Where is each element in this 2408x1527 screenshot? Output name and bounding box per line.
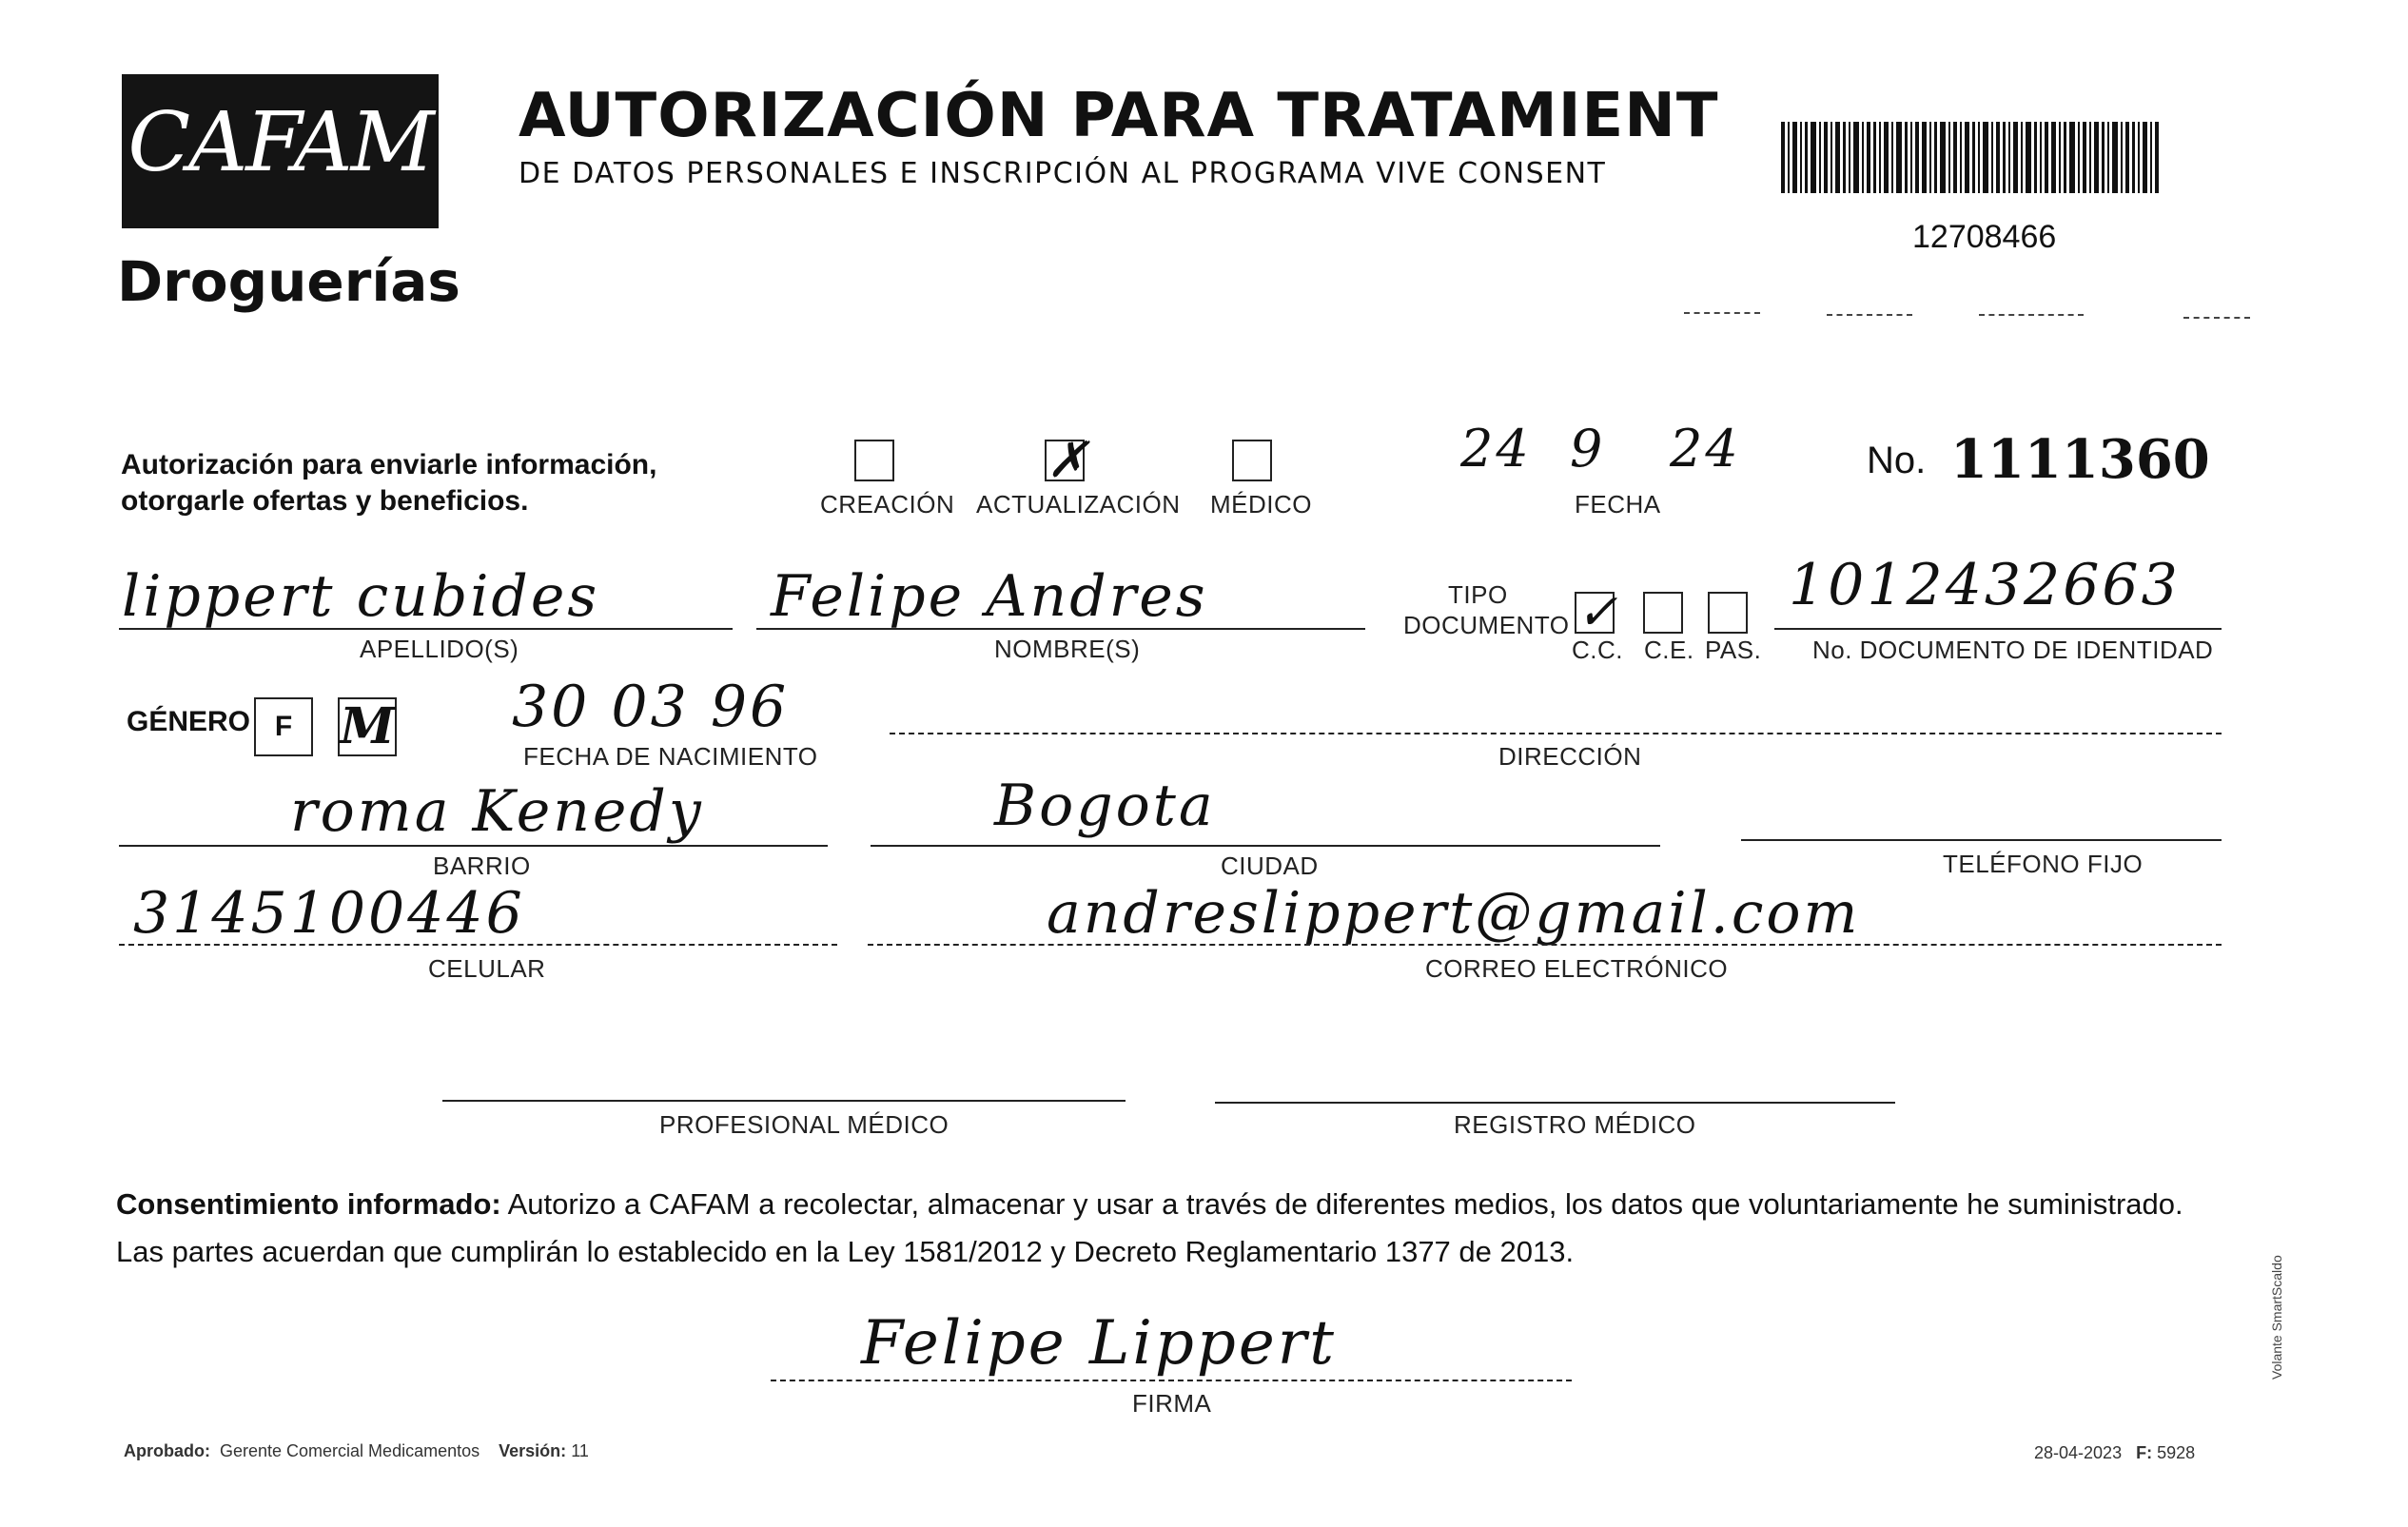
apellidos-value[interactable]: lippert cubides xyxy=(122,563,600,630)
aprobado-label: Aprobado: xyxy=(124,1441,210,1460)
genero-label: GÉNERO xyxy=(127,706,251,737)
actualizacion-checkbox[interactable]: ✗ xyxy=(1047,432,1088,489)
footer-date-value: 28-04-2023 xyxy=(2034,1443,2123,1462)
barcode-number: 12708466 xyxy=(1912,219,2057,255)
consent-paragraph xyxy=(116,1187,2183,1222)
ce-label: C.E. xyxy=(1644,636,1694,664)
signature-label: FIRMA xyxy=(1132,1389,1212,1418)
documento-label: DOCUMENTO xyxy=(1403,611,1570,639)
telefono-line xyxy=(1741,839,2222,841)
footer-aprobado xyxy=(124,1441,589,1461)
signature-value[interactable]: Felipe Lippert xyxy=(861,1308,1337,1379)
celular-value[interactable]: 3145100446 xyxy=(133,880,525,947)
cc-checkbox[interactable]: ✓ xyxy=(1576,584,1618,641)
correo-line xyxy=(868,944,2222,946)
telefono-label: TELÉFONO FIJO xyxy=(1943,850,2144,878)
pas-checkbox[interactable] xyxy=(1708,592,1748,634)
fecha-day[interactable]: 24 xyxy=(1460,419,1532,479)
creacion-checkbox[interactable] xyxy=(854,440,894,481)
fecha-label: FECHA xyxy=(1575,490,1661,519)
barcode-icon xyxy=(1781,122,2162,193)
celular-label: CELULAR xyxy=(428,954,546,983)
version-value: 11 xyxy=(571,1441,589,1460)
ciudad-value[interactable]: Bogota xyxy=(994,773,1216,839)
divider xyxy=(2183,317,2250,319)
brand-name: Droguerías xyxy=(117,249,460,314)
consent-text: Autorizo a CAFAM a recolectar, almacenar y usar a través de diferentes medios, los datos que voluntariamente he suministrado. xyxy=(500,1187,2183,1221)
version-label: Versión: xyxy=(499,1441,567,1460)
direccion-label: DIRECCIÓN xyxy=(1498,742,1642,771)
footer-date xyxy=(2034,1443,2195,1463)
doc-number-line xyxy=(1774,628,2222,630)
form-subtitle: DE DATOS PERSONALES E INSCRIPCIÓN AL PROGRAMA VIVE CONSENT xyxy=(519,157,1607,190)
authorization-text: otorgarle ofertas y beneficios. xyxy=(121,485,529,517)
creacion-label: CREACIÓN xyxy=(820,490,955,519)
signature-line xyxy=(771,1380,1572,1381)
no-label: No. xyxy=(1867,440,1927,481)
tipo-label: TIPO xyxy=(1448,580,1508,609)
registro-label: REGISTRO MÉDICO xyxy=(1454,1110,1696,1139)
medico-label: MÉDICO xyxy=(1210,490,1312,519)
consent-bold: Consentimiento informado: xyxy=(116,1187,501,1221)
pas-label: PAS. xyxy=(1705,636,1762,664)
nombres-value[interactable]: Felipe Andres xyxy=(771,563,1208,630)
divider xyxy=(1979,314,2084,316)
direccion-line xyxy=(890,733,2222,734)
form-number: 1111360 xyxy=(1950,428,2210,491)
aprobado-value: Gerente Comercial Medicamentos xyxy=(220,1441,480,1460)
form-title: AUTORIZACIÓN PARA TRATAMIENT xyxy=(519,81,1719,151)
nombres-line xyxy=(756,628,1365,630)
ce-checkbox[interactable] xyxy=(1643,592,1683,634)
side-text: Volante SmartScaldo xyxy=(2269,1255,2284,1380)
celular-line xyxy=(119,944,837,946)
nombres-label: NOMBRE(S) xyxy=(994,635,1141,663)
correo-value[interactable]: andreslippert@gmail.com xyxy=(1047,880,1861,947)
registro-line xyxy=(1215,1102,1895,1104)
fecha-month[interactable]: 9 xyxy=(1570,419,1606,479)
ciudad-line xyxy=(871,845,1660,847)
genero-f-box[interactable]: F xyxy=(254,697,313,756)
cafam-logo xyxy=(122,74,439,228)
doc-number-label: No. DOCUMENTO DE IDENTIDAD xyxy=(1812,636,2214,664)
apellidos-label: APELLIDO(S) xyxy=(360,635,519,663)
fecha-year[interactable]: 24 xyxy=(1670,419,1741,479)
actualizacion-label: ACTUALIZACIÓN xyxy=(976,490,1181,519)
barrio-label: BARRIO xyxy=(433,852,531,880)
divider xyxy=(1684,312,1760,314)
profesional-line xyxy=(442,1100,1126,1102)
medico-checkbox[interactable] xyxy=(1232,440,1272,481)
doc-number-value[interactable]: 1012432663 xyxy=(1789,552,2181,618)
f-value: 5928 xyxy=(2157,1443,2196,1462)
profesional-label: PROFESIONAL MÉDICO xyxy=(659,1110,949,1139)
fecha-nacimiento-value[interactable]: 30 03 96 xyxy=(512,674,790,740)
fecha-nacimiento-label: FECHA DE NACIMIENTO xyxy=(523,742,818,771)
correo-label: CORREO ELECTRÓNICO xyxy=(1425,954,1729,983)
apellidos-line xyxy=(119,628,733,630)
ciudad-label: CIUDAD xyxy=(1221,852,1319,880)
authorization-text: Autorización para enviarle información, xyxy=(121,449,657,480)
consent-text-2: Las partes acuerdan que cumplirán lo establecido en la Ley 1581/2012 y Decreto Reglamentario 1377 de 2013. xyxy=(116,1235,1575,1268)
genero-m-box[interactable]: M xyxy=(338,697,397,756)
f-label: F: xyxy=(2136,1443,2153,1462)
cc-label: C.C. xyxy=(1572,636,1623,664)
barrio-line xyxy=(119,845,828,847)
barrio-value[interactable]: roma Kenedy xyxy=(290,778,704,845)
divider xyxy=(1827,314,1912,316)
logo-text: CAFAM xyxy=(127,95,433,190)
